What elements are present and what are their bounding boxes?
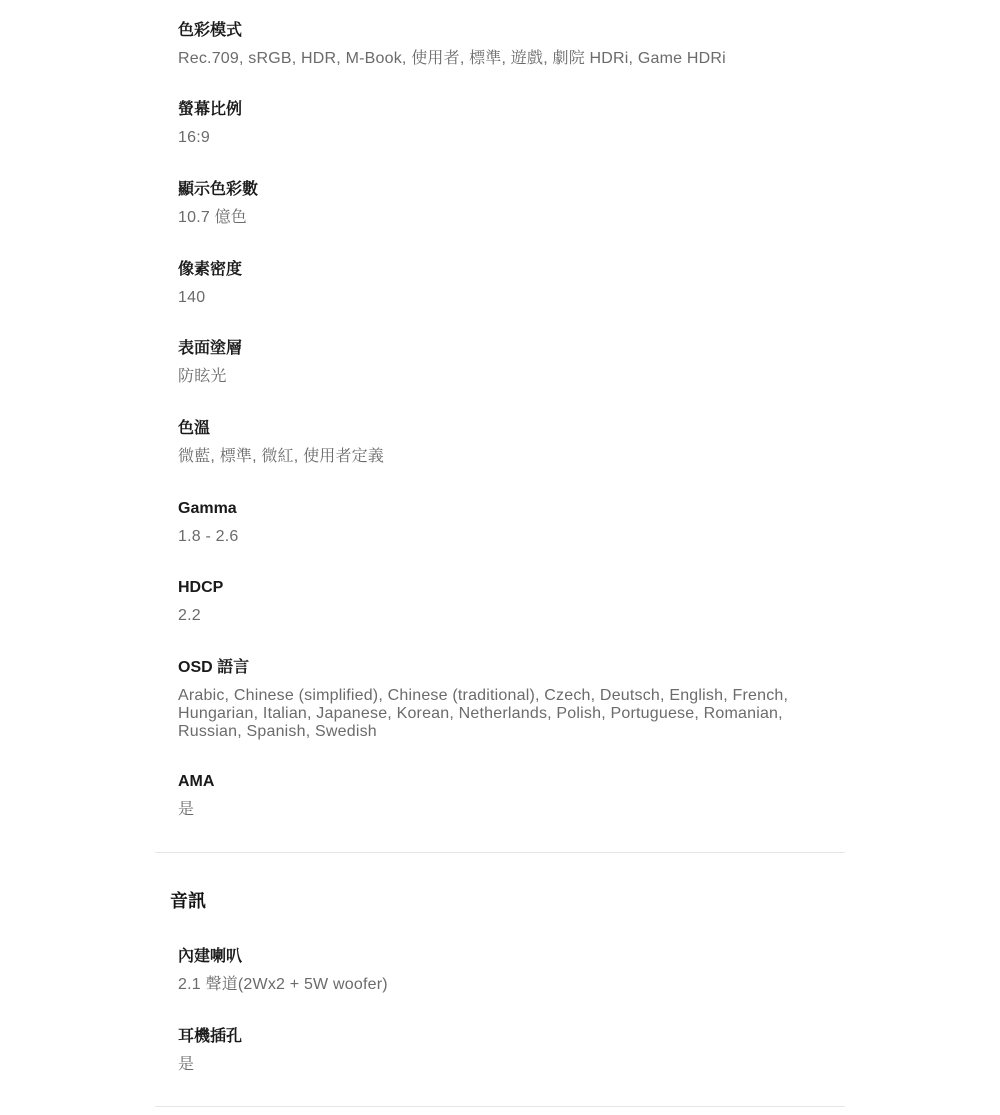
audio-section-title: 音訊 [170,891,206,911]
spec-aspect-ratio [178,99,838,147]
spec-value: 140 [178,289,206,306]
spec-label: 顯示色彩數 [178,181,259,198]
spec-value: Arabic, Chinese (simplified), Chinese (traditional), Czech, Deutsch, English, French, Hungarian, Italian, Japanese, Korean, Netherlands, Polish, Portuguese, Romanian, Russian, Spanish, Swedish [178,687,789,740]
spec-surface-coating [178,338,838,386]
spec-value: 10.7 億色 [178,209,247,226]
spec-color-mode [178,20,838,68]
spec-value: 防眩光 [178,368,227,385]
spec-osd-language [178,657,838,741]
section-divider [155,852,845,853]
spec-label: AMA [178,773,215,790]
spec-headphone-jack [178,1026,838,1074]
spec-label: 耳機插孔 [178,1028,243,1045]
spec-gamma [178,498,838,546]
spec-label: Gamma [178,500,237,517]
spec-label: OSD 語言 [178,659,250,676]
spec-pixel-density [178,259,838,307]
spec-value: 是 [178,801,195,818]
spec-label: HDCP [178,579,224,596]
spec-display-colors [178,179,838,227]
spec-built-in-speakers [178,946,838,994]
spec-value: 2.2 [178,607,201,624]
spec-hdcp [178,577,838,625]
spec-value: Rec.709, sRGB, HDR, M-Book, 使用者, 標準, 遊戲, 劇院 HDRi, Game HDRi [178,50,726,67]
spec-value: 1.8 - 2.6 [178,528,239,545]
spec-value: 是 [178,1056,195,1073]
spec-label: 色溫 [178,420,211,437]
spec-ama [178,771,838,819]
spec-value: 2.1 聲道(2Wx2 + 5W woofer) [178,976,388,993]
spec-color-temperature [178,418,838,466]
spec-label: 像素密度 [178,261,243,278]
spec-label: 色彩模式 [178,22,243,39]
spec-value: 16:9 [178,129,210,146]
spec-label: 螢幕比例 [178,101,243,118]
spec-label: 表面塗層 [178,340,243,357]
spec-value: 微藍, 標準, 微紅, 使用者定義 [178,448,385,465]
spec-label: 內建喇叭 [178,948,243,965]
section-divider [155,1106,845,1107]
